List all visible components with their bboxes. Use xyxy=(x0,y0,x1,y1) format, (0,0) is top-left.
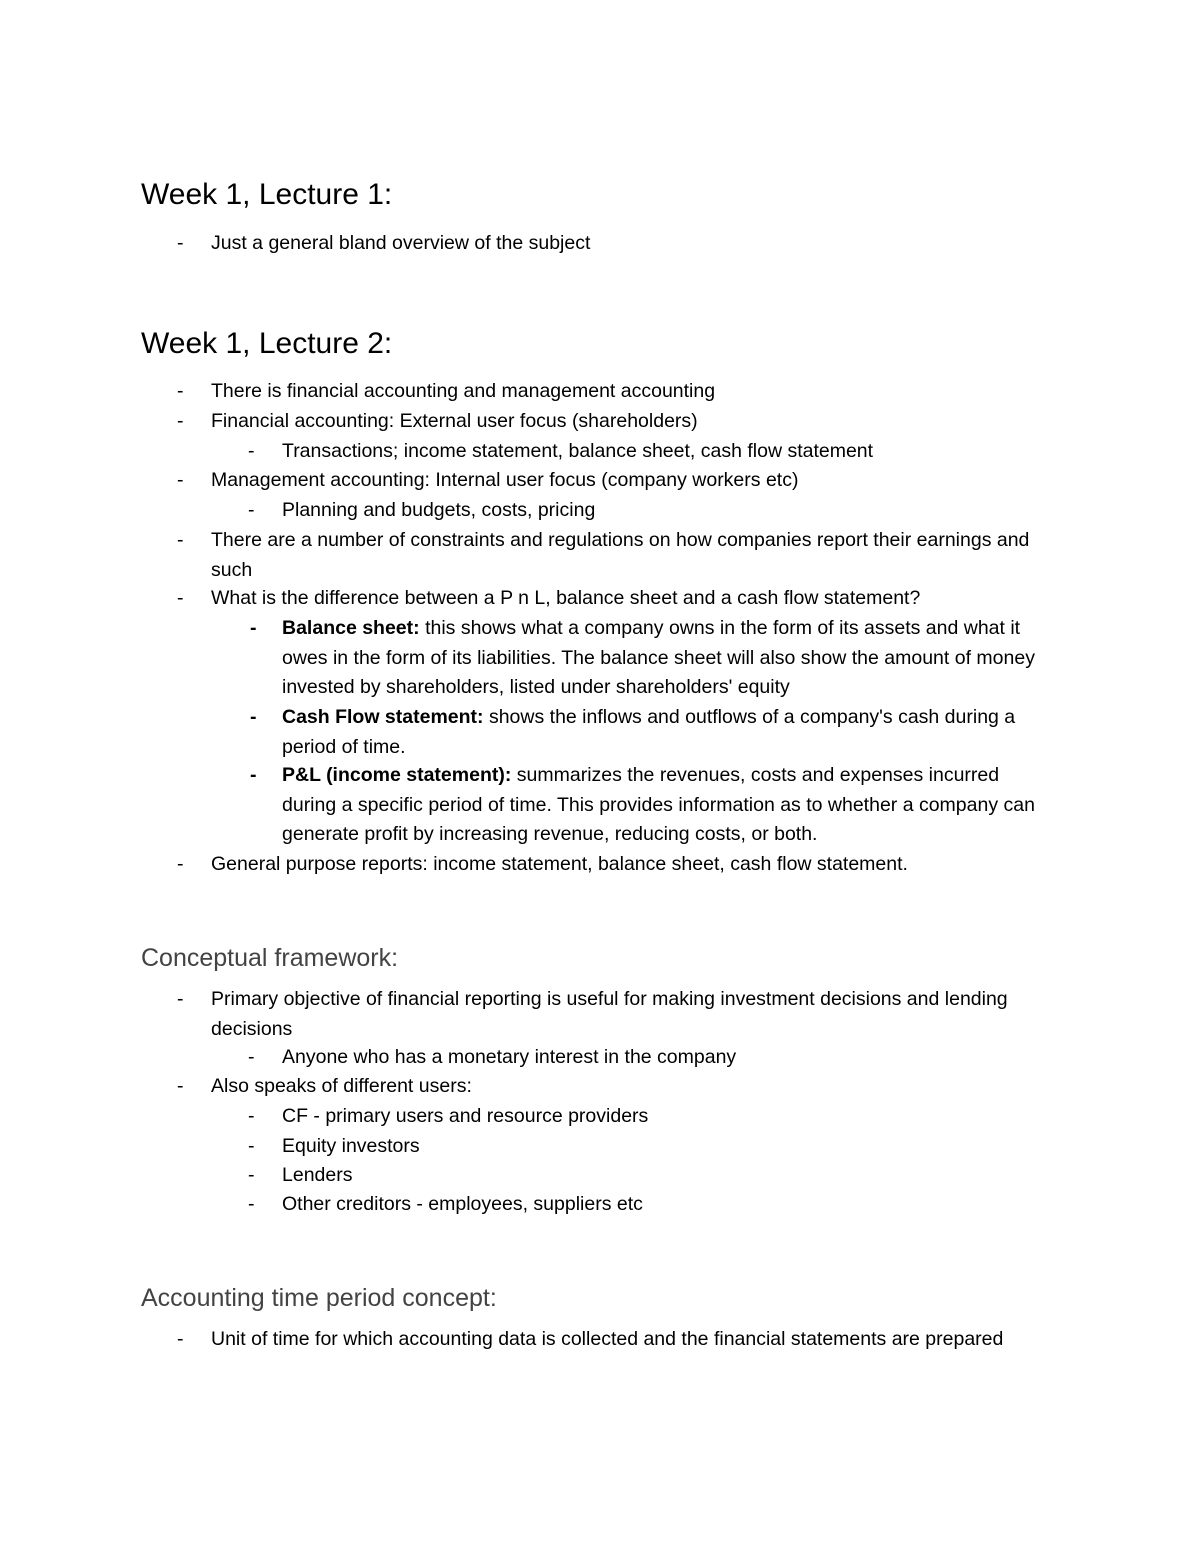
definition-pl-income-statement xyxy=(250,761,1057,850)
dash-bullet: - xyxy=(248,1164,255,1186)
list-item-text: Equity investors xyxy=(282,1135,420,1157)
list-item-text: Other creditors - employees, suppliers etc xyxy=(282,1193,643,1215)
dash-bullet: - xyxy=(177,469,184,491)
sub-list-item xyxy=(248,1190,1057,1220)
list-item-text: Just a general bland overview of the subject xyxy=(211,232,591,254)
definition-text: this shows what a company owns in the form of its assets and what it owes in the form of its liabilities. The balance sheet will also show the amount of money invested by shareholders, listed under shareholders' equity xyxy=(282,617,1035,698)
sub-list-item xyxy=(248,1132,1057,1162)
list-item xyxy=(177,1072,1031,1102)
dash-bullet: - xyxy=(177,410,184,432)
list-item-text: CF - primary users and resource providers xyxy=(282,1105,649,1127)
dash-bullet: - xyxy=(177,853,184,875)
definition-term: Balance sheet: xyxy=(282,617,420,639)
dash-bullet: - xyxy=(248,1105,255,1127)
definition-text: shows the inflows and outflows of a company's cash during a period of time. xyxy=(282,706,1016,758)
list-item-text: Unit of time for which accounting data is collected and the financial statements are prepared xyxy=(211,1328,1004,1350)
sub-list-item xyxy=(248,1161,1057,1191)
dash-bullet: - xyxy=(177,380,184,402)
dash-bullet: - xyxy=(177,587,184,609)
list-item xyxy=(177,850,1031,880)
list-item xyxy=(177,1325,1031,1355)
list-item-text: Primary objective of financial reporting is useful for making investment decisions and lending decisions xyxy=(211,988,1008,1040)
list-item-text: What is the difference between a P n L, balance sheet and a cash flow statement? xyxy=(211,587,921,609)
list-item-text: Also speaks of different users: xyxy=(211,1075,472,1097)
list-item-text: There is financial accounting and management accounting xyxy=(211,380,716,402)
dash-bullet: - xyxy=(248,499,255,521)
dash-bullet: - xyxy=(177,988,184,1010)
dash-bullet: - xyxy=(248,1135,255,1157)
heading-conceptual-framework: Conceptual framework: xyxy=(141,944,399,972)
dash-bullet: - xyxy=(177,1075,184,1097)
list-item-text: General purpose reports: income statement, balance sheet, cash flow statement. xyxy=(211,853,908,875)
list-item xyxy=(177,985,1031,1044)
list-item xyxy=(177,466,1031,496)
definition-term: P&L (income statement): xyxy=(282,764,512,786)
dash-bullet: - xyxy=(177,232,184,254)
sub-list-item xyxy=(248,437,1057,467)
sub-list-item xyxy=(248,496,1057,526)
list-item-text: Lenders xyxy=(282,1164,353,1186)
definition-cash-flow-statement xyxy=(250,703,1057,762)
list-item-text: Planning and budgets, costs, pricing xyxy=(282,499,596,521)
heading-week1-lecture2: Week 1, Lecture 2: xyxy=(141,327,393,360)
dash-bullet: - xyxy=(250,764,257,786)
list-item-text: Financial accounting: External user focus (shareholders) xyxy=(211,410,698,432)
dash-bullet: - xyxy=(177,1328,184,1350)
sub-list-item xyxy=(248,1043,1057,1073)
definition-text: summarizes the revenues, costs and expenses incurred during a specific period of time. This provides information as to whether a company can generate profit by increasing revenue, reducing costs, or both. xyxy=(282,764,1035,845)
list-item xyxy=(177,526,1031,585)
dash-bullet: - xyxy=(248,1193,255,1215)
dash-bullet: - xyxy=(250,617,257,639)
definition-term: Cash Flow statement: xyxy=(282,706,484,728)
dash-bullet: - xyxy=(250,706,257,728)
heading-week1-lecture1: Week 1, Lecture 1: xyxy=(141,178,393,211)
list-item-text: Transactions; income statement, balance sheet, cash flow statement xyxy=(282,440,874,462)
dash-bullet: - xyxy=(177,529,184,551)
list-item-text: There are a number of constraints and regulations on how companies report their earnings and such xyxy=(211,529,1030,581)
sub-list-item xyxy=(248,1102,1057,1132)
heading-accounting-time-period: Accounting time period concept: xyxy=(141,1284,497,1312)
list-item-text: Anyone who has a monetary interest in the company xyxy=(282,1046,737,1068)
list-item xyxy=(177,377,1031,407)
list-item xyxy=(177,584,1031,614)
dash-bullet: - xyxy=(248,1046,255,1068)
dash-bullet: - xyxy=(248,440,255,462)
list-item-text: Management accounting: Internal user focus (company workers etc) xyxy=(211,469,799,491)
list-item xyxy=(177,407,1031,437)
definition-balance-sheet xyxy=(250,614,1057,703)
list-item xyxy=(177,229,1031,259)
